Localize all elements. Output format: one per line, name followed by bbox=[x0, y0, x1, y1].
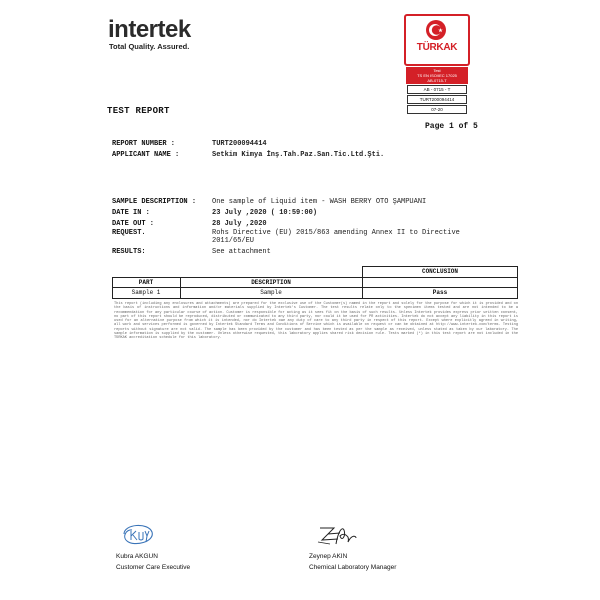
intertek-logo: intertek bbox=[108, 16, 191, 43]
turkak-label: TÜRKAK bbox=[416, 42, 458, 53]
right-signature bbox=[316, 522, 360, 548]
date-out-label: DATE OUT : bbox=[112, 220, 155, 228]
applicant-name-label: APPLICANT NAME : bbox=[112, 151, 180, 159]
accreditation-line1: Test bbox=[433, 68, 441, 73]
request-value-line2: 2011/65/EU bbox=[212, 237, 255, 245]
description-header: DESCRIPTION bbox=[251, 279, 291, 286]
accreditation-report-number: TURT200094414 bbox=[407, 95, 467, 104]
date-in-value: 23 July ,2020 ( 10:59:00) bbox=[212, 209, 318, 217]
crescent-star-icon bbox=[426, 20, 446, 40]
request-value-line1: Rohs Directive (EU) 2015/863 amending Annex II to Directive bbox=[212, 229, 460, 237]
request-label: REQUEST. bbox=[112, 229, 146, 237]
logo-tagline: Total Quality. Assured. bbox=[109, 42, 190, 51]
turkak-badge bbox=[404, 14, 470, 66]
report-number-value: TURT200094414 bbox=[212, 140, 267, 148]
left-signature-stamp bbox=[118, 520, 158, 548]
accreditation-scope bbox=[406, 67, 468, 84]
results-value: See attachment bbox=[212, 248, 271, 256]
row-part: Sample 1 bbox=[131, 289, 161, 296]
right-signatory-title: Chemical Laboratory Manager bbox=[309, 564, 397, 571]
disclaimer-text: This report (including any enclosures and attachments) are prepared for the exclusive use of the Customer(s) named in the report and solely for the purpose for which it is provided and on the basis of instructions and information and/or materials supplied by Intertek's Customer. The test results relate only to the specimen items tested and are not intended to be a recommendation for any particular course of action. Customer is responsible for acting as it sees fit on the basis of such results. Unless Intertek provides express prior written consent, no part of this report should be reproduced, distributed or communicated to any third party, nor could it be used for PR activities. Intertek do not accept any liability in this report is used for an alternative purpose from which it is intended, nor do Intertek owe any duty of care to any third party in respect of this report. Except where explicitly agreed in writing, all work and services performed is governed by Intertek Standard Terms and Conditions of Service which is available on request or can be obtained at http://www.intertek.com/terms. Testing reports without signature are not valid. The sample has been provided by the customer and has been tested as per the sample as received, unless stated as taken by our laboratory. The sample information is supplied by the customer. Unless otherwise requested, this laboratory applies shared risk decision rule. Tests marked (*) in this test report are not included in the TÜRKAK accreditation schedule for this laboratory. bbox=[114, 302, 518, 341]
report-title: TEST REPORT bbox=[107, 106, 170, 116]
accreditation-date: 07-20 bbox=[407, 105, 467, 114]
part-header: PART bbox=[138, 279, 154, 286]
accreditation-code: AB - 0715 - T bbox=[407, 85, 467, 94]
accreditation-line2: TS EN ISO/IEC 17025 bbox=[417, 73, 457, 78]
report-number-label: REPORT NUMBER : bbox=[112, 140, 176, 148]
accreditation-line3: AB-0715-T bbox=[427, 78, 447, 83]
left-signatory-name: Kubra AKGUN bbox=[116, 553, 158, 560]
left-signatory-title: Customer Care Executive bbox=[116, 564, 191, 571]
sample-description-label: SAMPLE DESCRIPTION : bbox=[112, 198, 197, 206]
right-signatory-name: Zeynep AKIN bbox=[309, 553, 348, 560]
turkak-accreditation-mark bbox=[404, 14, 470, 114]
date-out-value: 28 July ,2020 bbox=[212, 220, 267, 228]
results-table bbox=[112, 266, 518, 299]
sample-description-value: One sample of Liquid item - WASH BERRY OTO ŞAMPUANI bbox=[212, 198, 427, 206]
date-in-label: DATE IN : bbox=[112, 209, 150, 217]
applicant-name-value: Setkim Kimya İnş.Tah.Paz.San.Tic.Ltd.Şti. bbox=[212, 151, 385, 159]
conclusion-header: CONCLUSION bbox=[421, 268, 458, 275]
row-conclusion: Pass bbox=[432, 289, 448, 296]
results-label: RESULTS: bbox=[112, 248, 146, 256]
row-description: Sample bbox=[260, 289, 282, 296]
page-number: Page 1 of 5 bbox=[425, 122, 478, 131]
